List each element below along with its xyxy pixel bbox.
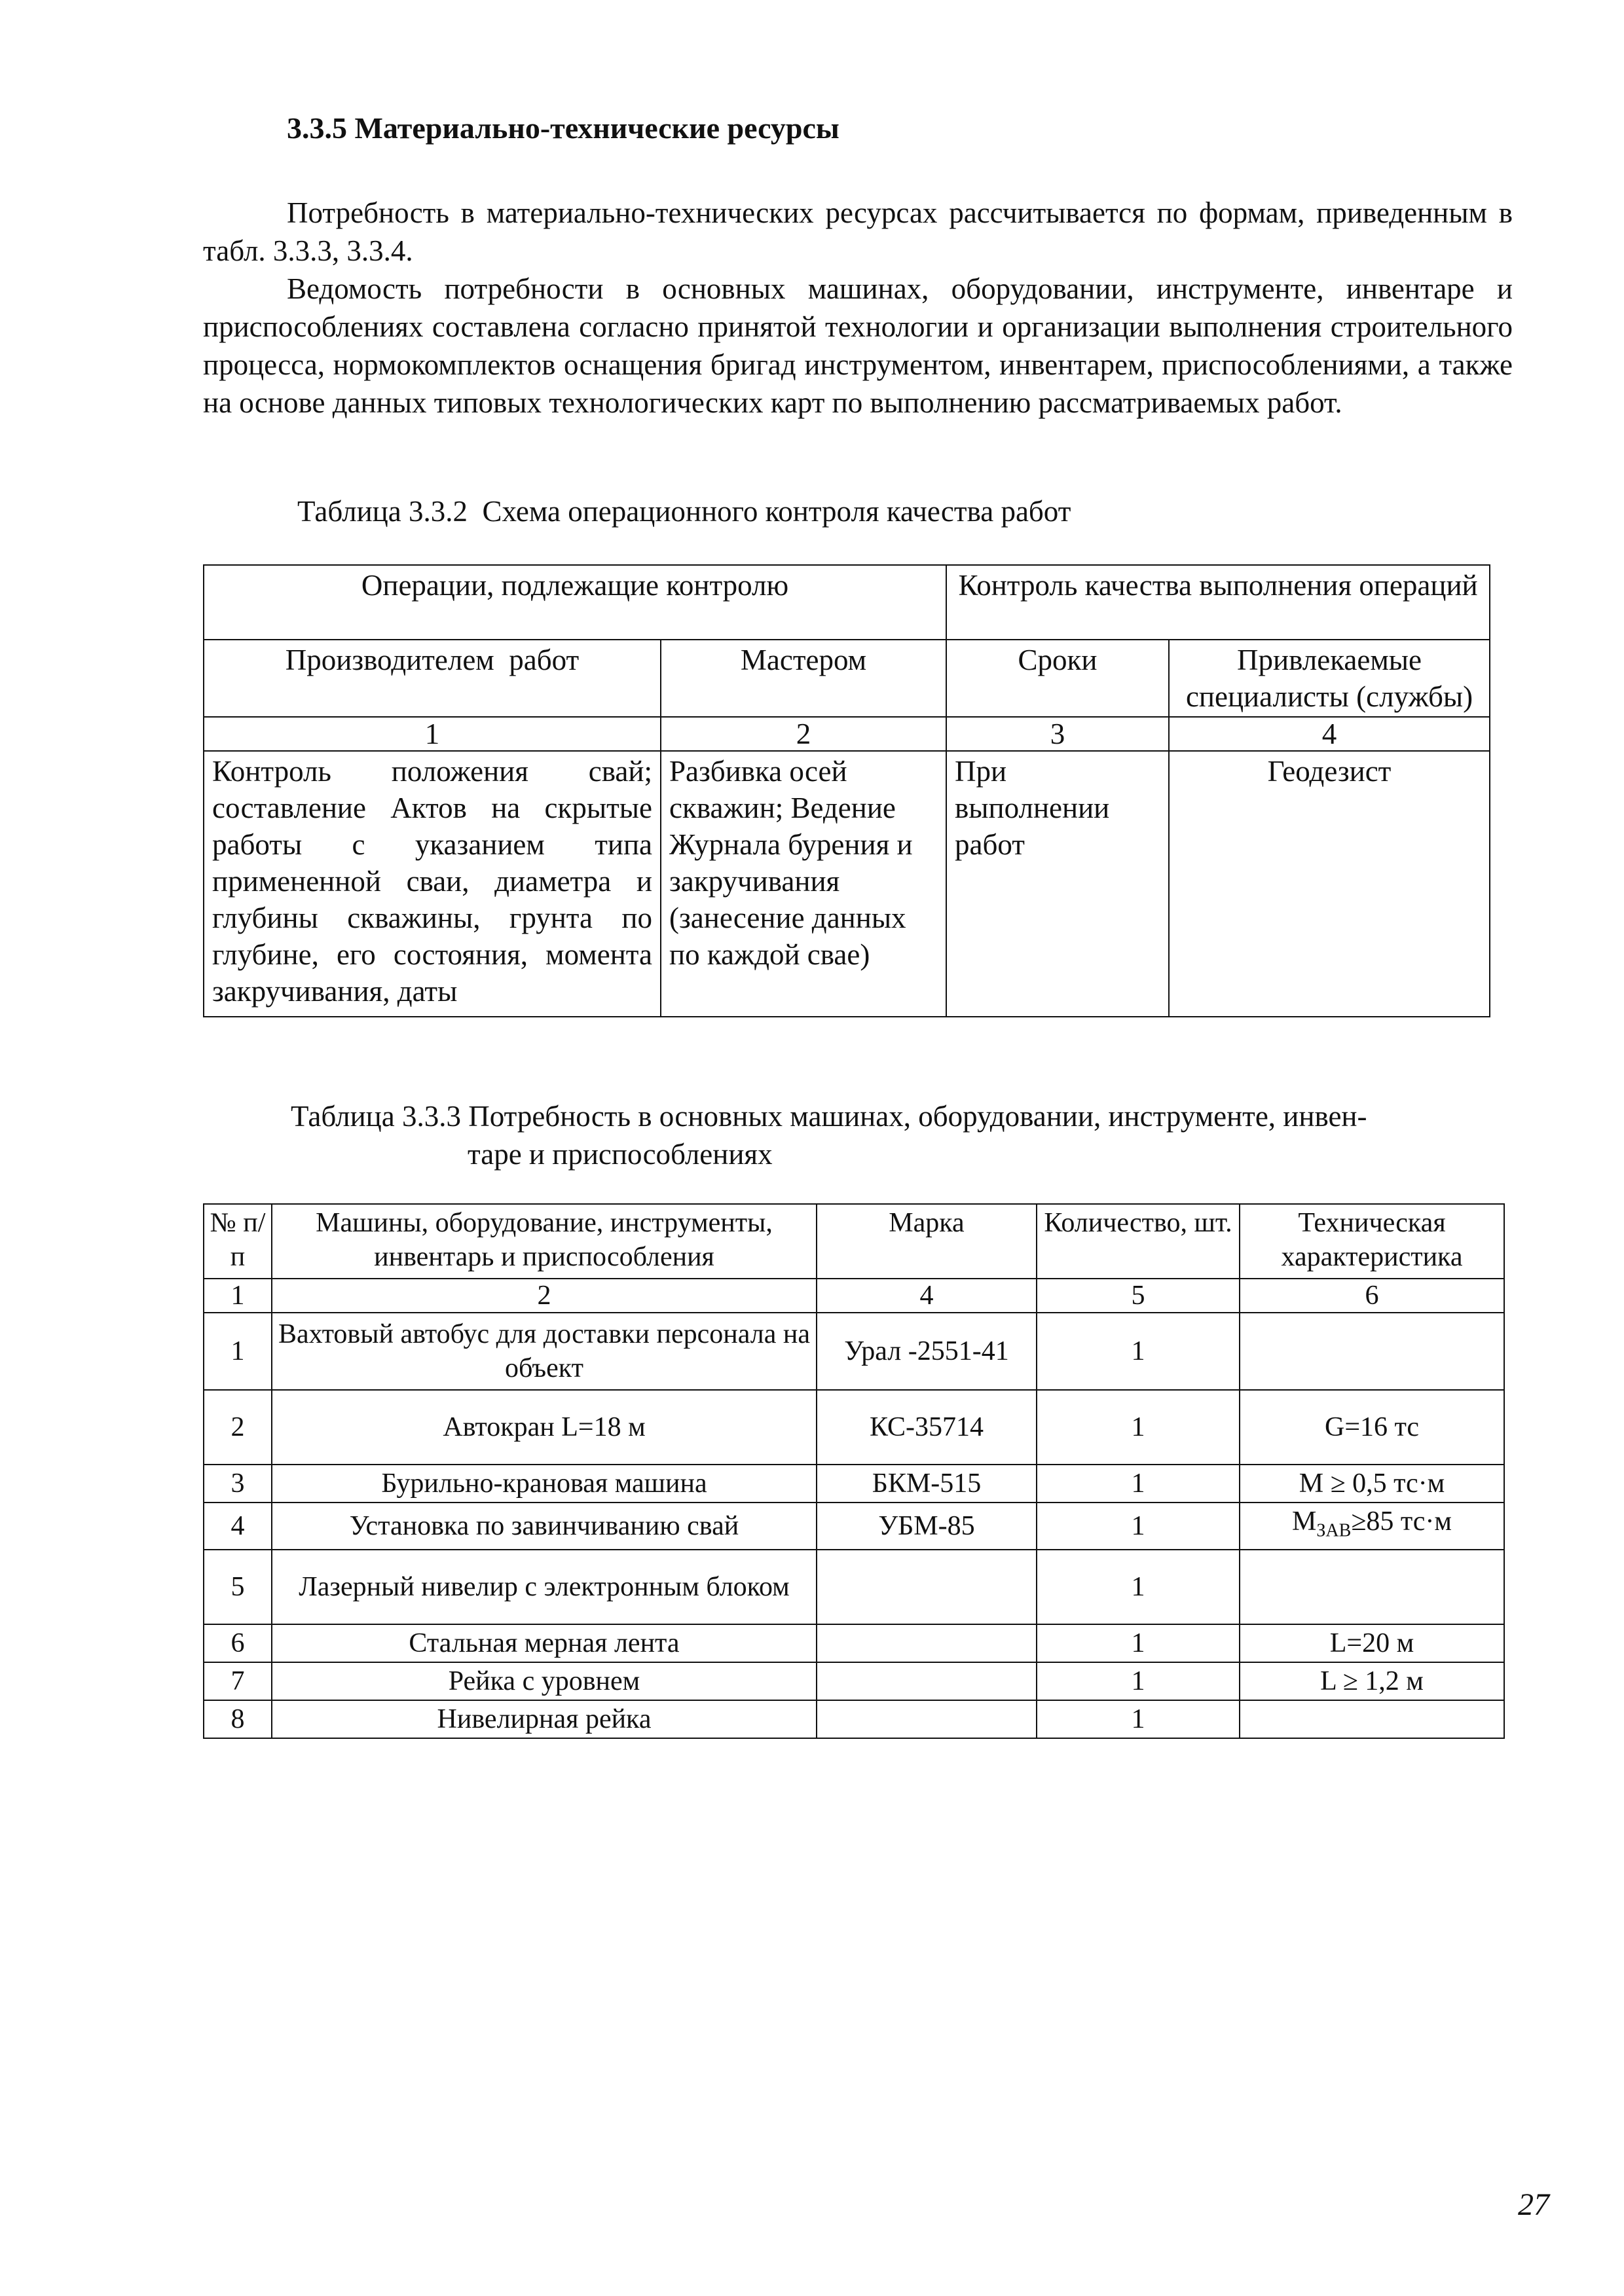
page-number: 27 — [1518, 2187, 1549, 2222]
paragraph-1: Потребность в материально-технических ресурсах рассчитывается по формам, приведенным в табл. 3.3.3, 3.3.4. — [203, 196, 1513, 267]
table2-header-mark: Марка — [817, 1204, 1037, 1279]
row-spec — [1240, 1700, 1504, 1738]
table2-header-spec: Техническая характеристика — [1240, 1204, 1504, 1279]
row-quantity: 1 — [1037, 1465, 1240, 1503]
table1-caption: Таблица 3.3.2 Схема операционного контроля качества работ — [297, 495, 1071, 528]
table2-colnum-1: 1 — [204, 1279, 272, 1313]
table2-colnum-2: 2 — [272, 1279, 817, 1313]
table-row — [204, 1313, 1504, 1390]
table2-header-number: № п/п — [204, 1204, 272, 1279]
row-name: Стальная мерная лента — [272, 1624, 817, 1662]
table2-colnum-4: 4 — [817, 1279, 1037, 1313]
table1-header-foreman: Производителем работ — [204, 640, 661, 717]
table1-colnum-4: 4 — [1169, 717, 1490, 751]
table2-colnum-6: 6 — [1240, 1279, 1504, 1313]
row-quantity: 1 — [1037, 1503, 1240, 1550]
row-spec — [1240, 1550, 1504, 1624]
row-spec: L ≥ 1,2 м — [1240, 1662, 1504, 1700]
table1-colnum-1: 1 — [204, 717, 661, 751]
table1-header-terms: Сроки — [946, 640, 1169, 717]
row-quantity: 1 — [1037, 1624, 1240, 1662]
table1-group-header-operations: Операции, подлежащие контролю — [204, 565, 946, 640]
row-spec — [1240, 1313, 1504, 1390]
row-mark — [817, 1662, 1037, 1700]
row-mark — [817, 1550, 1037, 1624]
row-quantity: 1 — [1037, 1390, 1240, 1465]
row-mark: УБМ-85 — [817, 1503, 1037, 1550]
table-row — [204, 1550, 1504, 1624]
row-number: 8 — [204, 1700, 272, 1738]
table2-header-name: Машины, оборудование, инструменты, инвентарь и приспособления — [272, 1204, 817, 1279]
row-mark — [817, 1700, 1037, 1738]
table1-colnum-2: 2 — [661, 717, 946, 751]
row-quantity: 1 — [1037, 1700, 1240, 1738]
row-mark: КС-35714 — [817, 1390, 1037, 1465]
row-name: Рейка с уровнем — [272, 1662, 817, 1700]
row-name: Лазерный нивелир с электронным блоком — [272, 1550, 817, 1624]
section-heading: 3.3.5 Материально-технические ресурсы — [287, 111, 840, 145]
table-row — [204, 1465, 1504, 1503]
row-name: Нивелирная рейка — [272, 1700, 817, 1738]
row-number: 5 — [204, 1550, 272, 1624]
paragraph-2: Ведомость потребности в основных машинах, оборудовании, инструменте, инвентаре и приспособлениях составлена согласно принятой технологии и организации выполнения строительного процесса, нормокомплектов оснащения бригад инструментом, инвентарем, приспособлениями, а также на основе данных типовых технологических карт по выполнению рассматриваемых работ. — [203, 272, 1513, 419]
table2-colnum-5: 5 — [1037, 1279, 1240, 1313]
row-mark: БКМ-515 — [817, 1465, 1037, 1503]
row-name: Установка по завинчиванию свай — [272, 1503, 817, 1550]
table1-cell-foreman-duties: Контроль положения свай; составление Актов на скрытые работы с указанием типа примененной сваи, диаметра и глубины скважины, грунта по глубине, его состояния, момента закручивания, даты — [204, 751, 661, 1017]
table2-caption-line2: таре и приспособлениях — [468, 1138, 773, 1171]
table-row — [204, 1624, 1504, 1662]
table1-cell-specialists: Геодезист — [1169, 751, 1490, 1017]
table1-colnum-3: 3 — [946, 717, 1169, 751]
row-quantity: 1 — [1037, 1550, 1240, 1624]
row-mark: Урал -2551-41 — [817, 1313, 1037, 1390]
row-number: 1 — [204, 1313, 272, 1390]
table1-cell-terms: При выполнении работ — [946, 751, 1169, 1017]
row-spec: G=16 тс — [1240, 1390, 1504, 1465]
table-row — [204, 1662, 1504, 1700]
row-mark — [817, 1624, 1037, 1662]
table2-caption — [291, 1097, 1509, 1173]
row-number: 3 — [204, 1465, 272, 1503]
table1-group-header-control: Контроль качества выполнения операций — [946, 565, 1490, 640]
table1-header-specialists: Привлекаемые специалисты (службы) — [1169, 640, 1490, 717]
row-spec: М ≥ 0,5 тс·м — [1240, 1465, 1504, 1503]
row-name: Бурильно-крановая машина — [272, 1465, 817, 1503]
row-number: 4 — [204, 1503, 272, 1550]
row-spec — [1240, 1503, 1504, 1550]
spec-symbol: М — [1292, 1506, 1317, 1537]
row-name: Автокран L=18 м — [272, 1390, 817, 1465]
row-quantity: 1 — [1037, 1662, 1240, 1700]
table2-header-quantity: Количество, шт. — [1037, 1204, 1240, 1279]
row-name: Вахтовый автобус для доставки персонала на объект — [272, 1313, 817, 1390]
table1-cell-master-duties: Разбивка осей скважин; Ведение Журнала бурения и закручивания (занесение данных по каждой свае) — [661, 751, 946, 1017]
spec-subscript: ЗАВ — [1316, 1520, 1352, 1541]
row-number: 2 — [204, 1390, 272, 1465]
row-spec: L=20 м — [1240, 1624, 1504, 1662]
row-number: 6 — [204, 1624, 272, 1662]
table-row — [204, 1700, 1504, 1738]
quality-control-table — [203, 564, 1490, 1017]
spec-value: ≥85 тс·м — [1351, 1506, 1452, 1537]
table-row — [204, 1390, 1504, 1465]
row-number: 7 — [204, 1662, 272, 1700]
table2-caption-line1: Таблица 3.3.3 Потребность в основных машинах, оборудовании, инструменте, инвен- — [291, 1100, 1367, 1133]
table-row — [204, 1503, 1504, 1550]
equipment-table — [203, 1203, 1505, 1739]
table1-header-master: Мастером — [661, 640, 946, 717]
row-quantity: 1 — [1037, 1313, 1240, 1390]
